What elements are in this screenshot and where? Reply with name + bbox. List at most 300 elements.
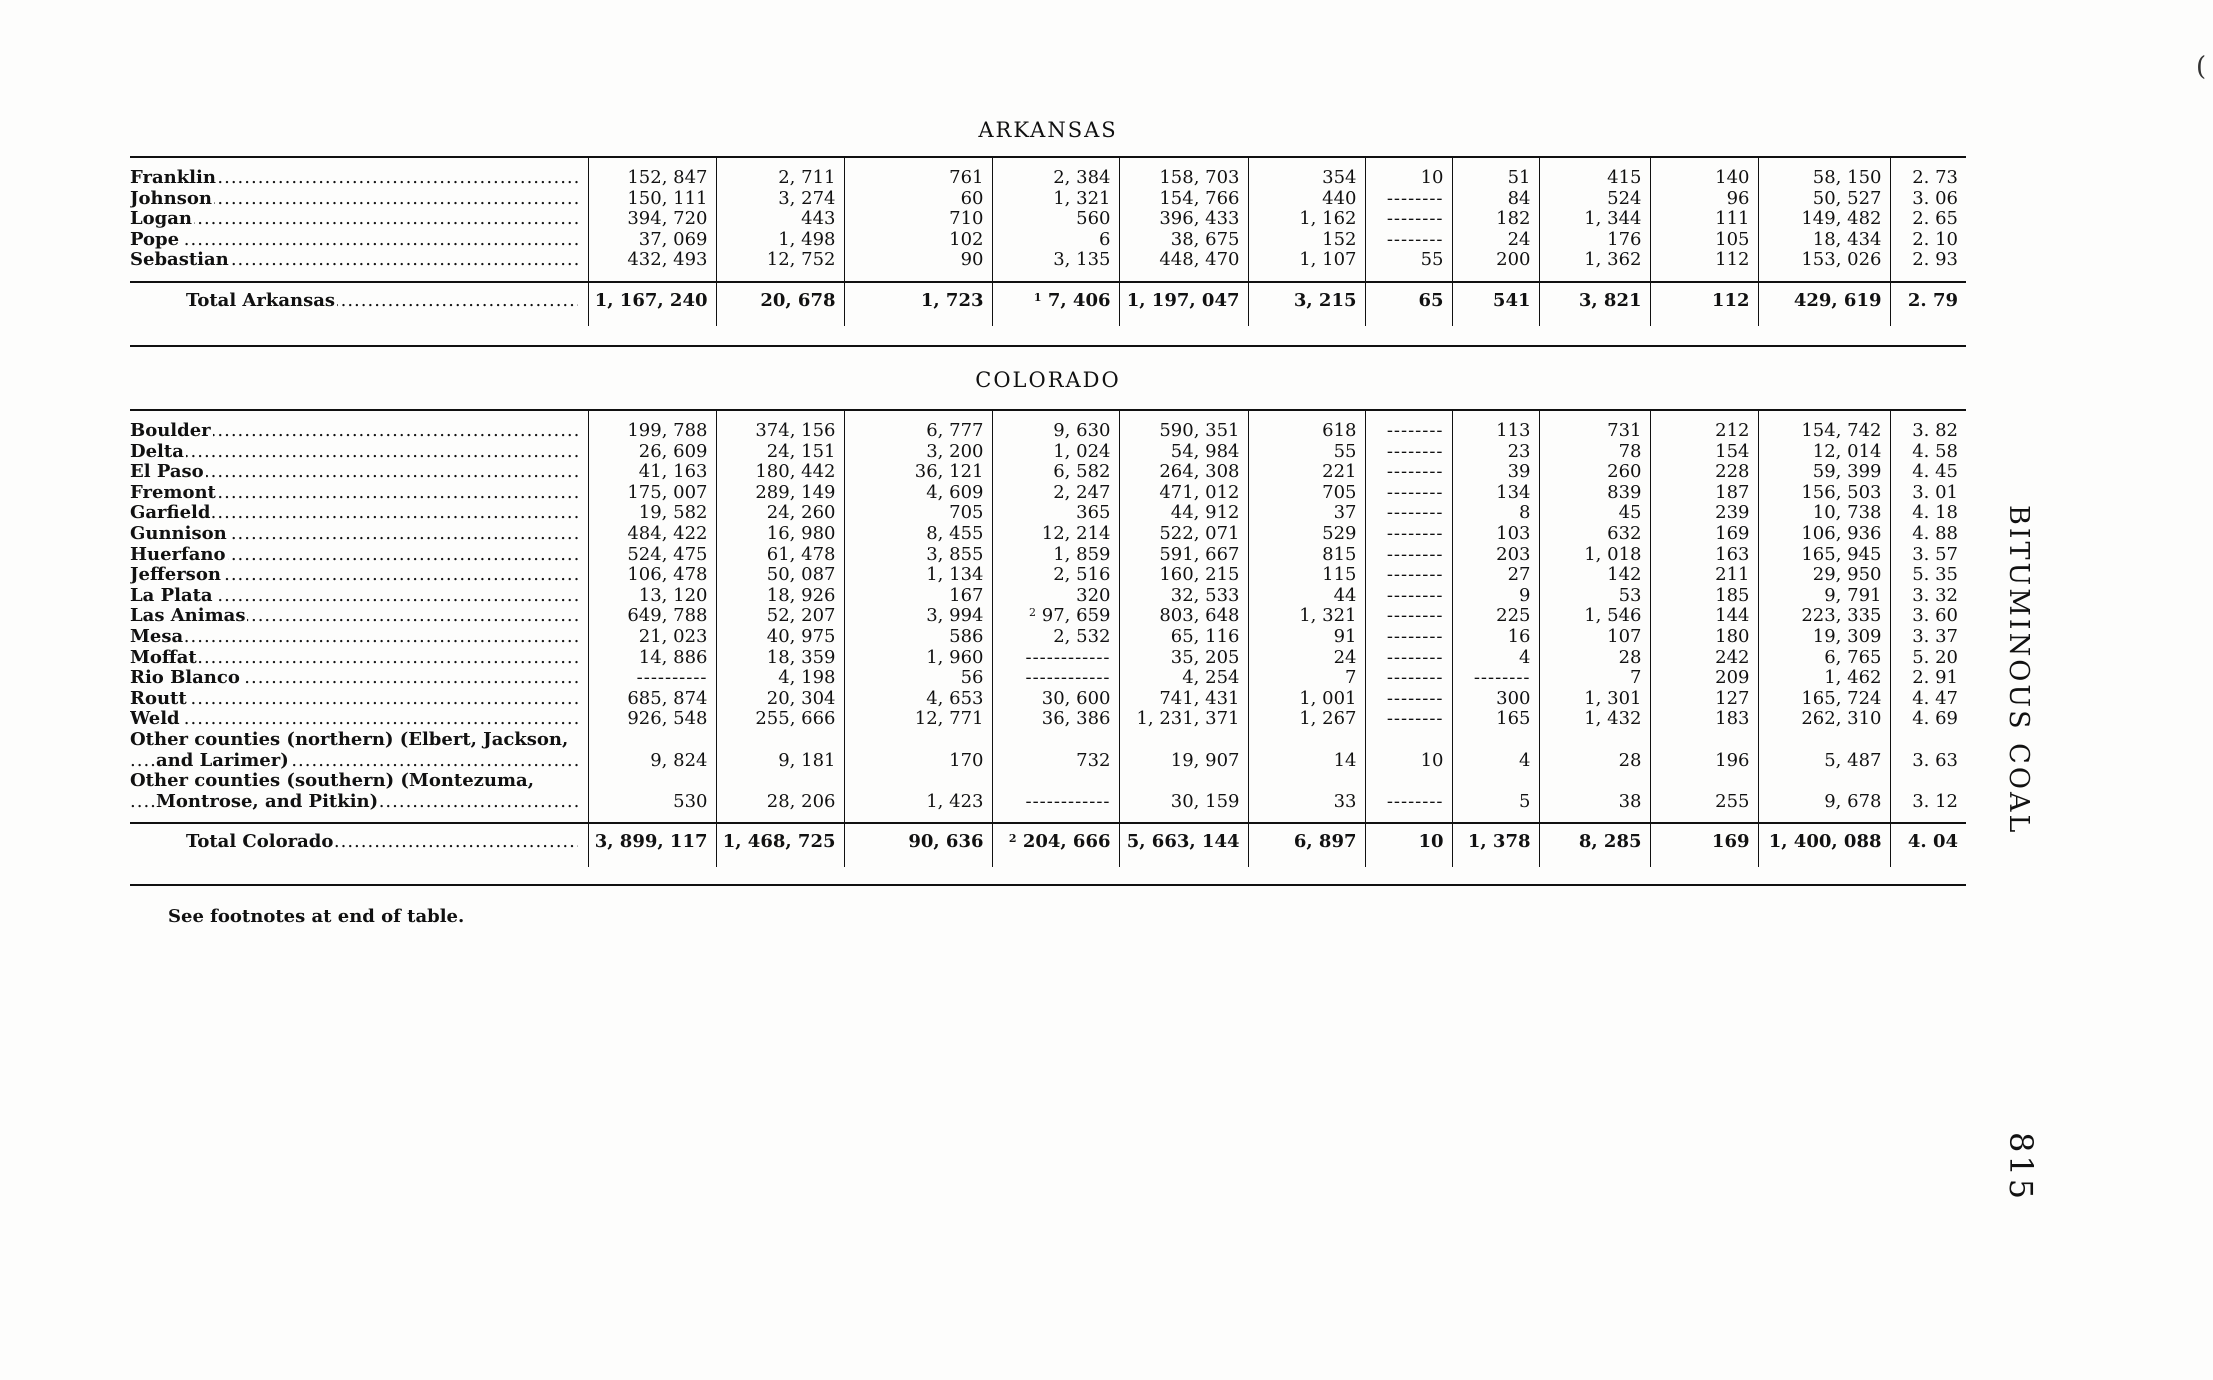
cell: 2. 93 — [1890, 250, 1966, 282]
footnote-note: See footnotes at end of table. — [168, 906, 465, 927]
cell: 16, 980 — [716, 524, 844, 545]
cell: 65 — [1365, 282, 1452, 326]
cell: 18, 926 — [716, 586, 844, 607]
cell: 618 — [1248, 411, 1365, 442]
cell: 153, 026 — [1758, 250, 1890, 282]
cell: 732 — [992, 730, 1119, 771]
cell: 3, 135 — [992, 250, 1119, 282]
cell: 1, 423 — [844, 771, 992, 823]
cell: 731 — [1539, 411, 1650, 442]
cell: 3, 855 — [844, 545, 992, 566]
cell: 10, 738 — [1758, 503, 1890, 524]
cell: 105 — [1650, 230, 1758, 251]
cell: 590, 351 — [1119, 411, 1248, 442]
cell: -------- — [1365, 462, 1452, 483]
county-name: Mesa — [130, 626, 184, 647]
cell: 1, 267 — [1248, 709, 1365, 730]
cell: 7 — [1248, 668, 1365, 689]
cell: 4, 254 — [1119, 668, 1248, 689]
cell: 84 — [1452, 189, 1539, 210]
cell: 14 — [1248, 730, 1365, 771]
cell: 255, 666 — [716, 709, 844, 730]
cell: 471, 012 — [1119, 483, 1248, 504]
page-number: 815 — [2002, 1132, 2040, 1203]
cell: 50, 087 — [716, 565, 844, 586]
table-row — [130, 627, 1966, 648]
cell: 1, 400, 088 — [1758, 823, 1890, 867]
table-row — [130, 483, 1966, 504]
cell: 65, 116 — [1119, 627, 1248, 648]
county-name: El Paso — [130, 462, 204, 483]
table-row — [130, 524, 1966, 545]
cell: 2, 711 — [716, 158, 844, 189]
cell: 1, 167, 240 — [588, 282, 716, 326]
cell: 33 — [1248, 771, 1365, 823]
cell: 44, 912 — [1119, 503, 1248, 524]
cell: 142 — [1539, 565, 1650, 586]
cell: 6, 582 — [992, 462, 1119, 483]
cell: 19, 582 — [588, 503, 716, 524]
cell: 9, 824 — [588, 730, 716, 771]
cell: 212 — [1650, 411, 1758, 442]
cell: 524 — [1539, 189, 1650, 210]
cell: 24, 260 — [716, 503, 844, 524]
cell: 23 — [1452, 442, 1539, 463]
cell: 55 — [1248, 442, 1365, 463]
cell: 106, 478 — [588, 565, 716, 586]
cell: 18, 434 — [1758, 230, 1890, 251]
cell: -------- — [1365, 627, 1452, 648]
cell: 591, 667 — [1119, 545, 1248, 566]
cell: 815 — [1248, 545, 1365, 566]
cell-value: 7, 406 — [1047, 289, 1111, 311]
cell: 1, 162 — [1248, 209, 1365, 230]
cell: 7 — [1539, 668, 1650, 689]
cell: 3. 12 — [1890, 771, 1966, 823]
cell: 113 — [1452, 411, 1539, 442]
cell: 2, 532 — [992, 627, 1119, 648]
cell: 839 — [1539, 483, 1650, 504]
cell: 522, 071 — [1119, 524, 1248, 545]
cell: 209 — [1650, 668, 1758, 689]
cell: -------- — [1365, 209, 1452, 230]
cell: 3. 37 — [1890, 627, 1966, 648]
cell: 60 — [844, 189, 992, 210]
cell: 3. 82 — [1890, 411, 1966, 442]
table-row — [130, 709, 1966, 730]
cell: 2. 79 — [1890, 282, 1966, 326]
cell: 6, 777 — [844, 411, 992, 442]
cell: -------- — [1365, 606, 1452, 627]
cell: 165 — [1452, 709, 1539, 730]
cell: 19, 309 — [1758, 627, 1890, 648]
county-name: Delta — [130, 441, 184, 462]
rule-bottom-colorado — [130, 884, 1966, 886]
cell: 365 — [992, 503, 1119, 524]
cell: 1, 001 — [1248, 689, 1365, 710]
cell: 38 — [1539, 771, 1650, 823]
cell: 1, 231, 371 — [1119, 709, 1248, 730]
cell: 6, 765 — [1758, 648, 1890, 669]
arkansas-table — [130, 158, 1966, 326]
cell: 90, 636 — [844, 823, 992, 867]
cell: 761 — [844, 158, 992, 189]
cell: 2. 73 — [1890, 158, 1966, 189]
table-row — [130, 230, 1966, 251]
cell: 228 — [1650, 462, 1758, 483]
cell: -------- — [1365, 586, 1452, 607]
cell: -------- — [1365, 524, 1452, 545]
cell: 320 — [992, 586, 1119, 607]
cell: 4. 69 — [1890, 709, 1966, 730]
cell: 170 — [844, 730, 992, 771]
cell: 106, 936 — [1758, 524, 1890, 545]
cell: 32, 533 — [1119, 586, 1248, 607]
cell: 3, 200 — [844, 442, 992, 463]
cell: 2, 247 — [992, 483, 1119, 504]
county-name: Jefferson — [130, 565, 221, 586]
colorado-table-body — [130, 411, 1966, 867]
county-name: Garfield — [130, 503, 211, 524]
cell: 289, 149 — [716, 483, 844, 504]
cell: 1, 432 — [1539, 709, 1650, 730]
cell: 12, 771 — [844, 709, 992, 730]
cell: -------- — [1452, 668, 1539, 689]
cell: 51 — [1452, 158, 1539, 189]
cell: 2. 10 — [1890, 230, 1966, 251]
cell: 58, 150 — [1758, 158, 1890, 189]
cell: 1, 321 — [992, 189, 1119, 210]
cell: 187 — [1650, 483, 1758, 504]
table-row — [130, 158, 1966, 189]
table-row — [130, 250, 1966, 282]
county-name-continued: and Larimer) — [156, 750, 289, 771]
cell: 1, 301 — [1539, 689, 1650, 710]
cell: 3. 32 — [1890, 586, 1966, 607]
cell: 10 — [1365, 730, 1452, 771]
cell: 225 — [1452, 606, 1539, 627]
total-row — [130, 282, 1966, 326]
cell: -------- — [1365, 230, 1452, 251]
cell: 169 — [1650, 823, 1758, 867]
cell: 115 — [1248, 565, 1365, 586]
cell: ------------ — [992, 771, 1119, 823]
county-name: Routt — [130, 688, 187, 709]
cell: 1, 546 — [1539, 606, 1650, 627]
cell: 203 — [1452, 545, 1539, 566]
cell: 396, 433 — [1119, 209, 1248, 230]
cell: 175, 007 — [588, 483, 716, 504]
county-name: Franklin — [130, 168, 216, 188]
cell: 38, 675 — [1119, 230, 1248, 251]
cell: 61, 478 — [716, 545, 844, 566]
cell: 21, 023 — [588, 627, 716, 648]
cell: 632 — [1539, 524, 1650, 545]
cell: 443 — [716, 209, 844, 230]
cell-value: 204, 666 — [1022, 831, 1111, 853]
footnote-ref: 2 — [1008, 832, 1017, 846]
cell: 3, 899, 117 — [588, 823, 716, 867]
cell: -------- — [1365, 648, 1452, 669]
cell: 239 — [1650, 503, 1758, 524]
cell: 52, 207 — [716, 606, 844, 627]
cell: 53 — [1539, 586, 1650, 607]
table-row — [130, 189, 1966, 210]
cell: 29, 950 — [1758, 565, 1890, 586]
cell: 4, 609 — [844, 483, 992, 504]
cell: 5, 663, 144 — [1119, 823, 1248, 867]
cell: ---------- — [588, 668, 716, 689]
cell: 5, 487 — [1758, 730, 1890, 771]
cell: 262, 310 — [1758, 709, 1890, 730]
cell: 28 — [1539, 730, 1650, 771]
cell: 165, 724 — [1758, 689, 1890, 710]
cell: 1, 378 — [1452, 823, 1539, 867]
cell: 448, 470 — [1119, 250, 1248, 282]
colorado-table — [130, 411, 1966, 867]
cell: 112 — [1650, 282, 1758, 326]
cell: 8 — [1452, 503, 1539, 524]
county-name-continued: Montrose, and Pitkin) — [156, 791, 379, 812]
cell: 1, 321 — [1248, 606, 1365, 627]
cell: 4, 198 — [716, 668, 844, 689]
cell: 1, 498 — [716, 230, 844, 251]
cell: 223, 335 — [1758, 606, 1890, 627]
cell: 36, 386 — [992, 709, 1119, 730]
cell: 134 — [1452, 483, 1539, 504]
cell: 103 — [1452, 524, 1539, 545]
cell: 158, 703 — [1119, 158, 1248, 189]
cell: 149, 482 — [1758, 209, 1890, 230]
cell: 45 — [1539, 503, 1650, 524]
cell: 4. 18 — [1890, 503, 1966, 524]
cell: 685, 874 — [588, 689, 716, 710]
cell: -------- — [1365, 411, 1452, 442]
cell: 1, 960 — [844, 648, 992, 669]
cell: 12, 214 — [992, 524, 1119, 545]
cell: 264, 308 — [1119, 462, 1248, 483]
cell: 199, 788 — [588, 411, 716, 442]
cell: 13, 120 — [588, 586, 716, 607]
cell: 484, 422 — [588, 524, 716, 545]
cell: 140 — [1650, 158, 1758, 189]
cell: 586 — [844, 627, 992, 648]
county-name: Logan — [130, 209, 192, 230]
cell: 165, 945 — [1758, 545, 1890, 566]
table-row — [130, 442, 1966, 463]
county-name: Pope — [130, 229, 180, 250]
cell: 180, 442 — [716, 462, 844, 483]
cell: 2, 516 — [992, 565, 1119, 586]
cell: 2. 91 — [1890, 668, 1966, 689]
cell: 111 — [1650, 209, 1758, 230]
county-name: Sebastian — [130, 250, 229, 271]
cell: 50, 527 — [1758, 189, 1890, 210]
cell: -------- — [1365, 442, 1452, 463]
cell: 440 — [1248, 189, 1365, 210]
table-row — [130, 586, 1966, 607]
cell: 3. 60 — [1890, 606, 1966, 627]
cell — [992, 606, 1119, 627]
cell: 1, 107 — [1248, 250, 1365, 282]
cell: 18, 359 — [716, 648, 844, 669]
cell: -------- — [1365, 545, 1452, 566]
cell: 154, 766 — [1119, 189, 1248, 210]
cell: 705 — [844, 503, 992, 524]
cell: ------------ — [992, 648, 1119, 669]
cell: 28 — [1539, 648, 1650, 669]
cell: 10 — [1365, 158, 1452, 189]
cell: 926, 548 — [588, 709, 716, 730]
cell: 200 — [1452, 250, 1539, 282]
cell: 4, 653 — [844, 689, 992, 710]
cell: 1, 134 — [844, 565, 992, 586]
cell: 5. 35 — [1890, 565, 1966, 586]
cell: 14, 886 — [588, 648, 716, 669]
cell: -------- — [1365, 668, 1452, 689]
cell: 40, 975 — [716, 627, 844, 648]
cell: 5. 20 — [1890, 648, 1966, 669]
cell: 4. 47 — [1890, 689, 1966, 710]
table-row — [130, 565, 1966, 586]
table-row — [130, 771, 1966, 823]
cell: 5 — [1452, 771, 1539, 823]
table-row — [130, 462, 1966, 483]
cell: 19, 907 — [1119, 730, 1248, 771]
cell: 96 — [1650, 189, 1758, 210]
running-head: BITUMINOUS COAL — [2003, 505, 2034, 836]
cell: 1, 344 — [1539, 209, 1650, 230]
cell: 152 — [1248, 230, 1365, 251]
county-name: Gunnison — [130, 523, 227, 544]
cell: 37, 069 — [588, 230, 716, 251]
cell: 1, 197, 047 — [1119, 282, 1248, 326]
cell: 541 — [1452, 282, 1539, 326]
county-name: Fremont — [130, 482, 216, 503]
cell: 2. 65 — [1890, 209, 1966, 230]
cell: 16 — [1452, 627, 1539, 648]
cell: 44 — [1248, 586, 1365, 607]
table-row — [130, 209, 1966, 230]
cell: 1, 024 — [992, 442, 1119, 463]
cell: 39 — [1452, 462, 1539, 483]
cell: 3. 57 — [1890, 545, 1966, 566]
table-row — [130, 730, 1966, 771]
footnote-ref: 2 — [1029, 606, 1037, 620]
cell: 9, 630 — [992, 411, 1119, 442]
cell: 102 — [844, 230, 992, 251]
cell: 710 — [844, 209, 992, 230]
cell: 9, 181 — [716, 730, 844, 771]
cell: -------- — [1365, 689, 1452, 710]
table-row — [130, 648, 1966, 669]
cell: 529 — [1248, 524, 1365, 545]
cell: 28, 206 — [716, 771, 844, 823]
table-row — [130, 689, 1966, 710]
cell: 24 — [1248, 648, 1365, 669]
cell: 6 — [992, 230, 1119, 251]
rule-bottom-arkansas — [130, 345, 1966, 347]
county-name: Other counties (northern) (Elbert, Jackson, — [130, 729, 569, 750]
cell: -------- — [1365, 503, 1452, 524]
cell: 211 — [1650, 565, 1758, 586]
cell: 4 — [1452, 730, 1539, 771]
table-row — [130, 545, 1966, 566]
cell: 9 — [1452, 586, 1539, 607]
cell: 649, 788 — [588, 606, 716, 627]
table-row — [130, 606, 1966, 627]
cell: 176 — [1539, 230, 1650, 251]
cell: 8, 455 — [844, 524, 992, 545]
cell: 1, 018 — [1539, 545, 1650, 566]
cell: 12, 752 — [716, 250, 844, 282]
county-name: Rio Blanco — [130, 668, 240, 689]
cell: -------- — [1365, 189, 1452, 210]
cell: 163 — [1650, 545, 1758, 566]
table-row — [130, 668, 1966, 689]
cell: 1, 468, 725 — [716, 823, 844, 867]
cell: 36, 121 — [844, 462, 992, 483]
cell: 3. 06 — [1890, 189, 1966, 210]
cell: -------- — [1365, 565, 1452, 586]
cell: 432, 493 — [588, 250, 716, 282]
cell: 55 — [1365, 250, 1452, 282]
cell: 300 — [1452, 689, 1539, 710]
cell: 3, 274 — [716, 189, 844, 210]
cell: 24, 151 — [716, 442, 844, 463]
cell: 1, 462 — [1758, 668, 1890, 689]
cell: 3, 994 — [844, 606, 992, 627]
cell: 27 — [1452, 565, 1539, 586]
cell: 4. 45 — [1890, 462, 1966, 483]
cell: -------- — [1365, 771, 1452, 823]
cell: 8, 285 — [1539, 823, 1650, 867]
cell: 3. 01 — [1890, 483, 1966, 504]
cell: 152, 847 — [588, 158, 716, 189]
county-name: Other counties (southern) (Montezuma, — [130, 771, 534, 792]
cell: -------- — [1365, 483, 1452, 504]
cell: 705 — [1248, 483, 1365, 504]
cell: 196 — [1650, 730, 1758, 771]
table-row — [130, 411, 1966, 442]
cell: 560 — [992, 209, 1119, 230]
cell: 167 — [844, 586, 992, 607]
footnote-ref: 1 — [1033, 290, 1042, 304]
cell — [992, 282, 1119, 326]
cell: 242 — [1650, 648, 1758, 669]
cell: 54, 984 — [1119, 442, 1248, 463]
cell: 24 — [1452, 230, 1539, 251]
total-label: Total Arkansas — [186, 290, 336, 311]
cell: 90 — [844, 250, 992, 282]
cell: 4. 04 — [1890, 823, 1966, 867]
county-name: Johnson — [130, 188, 212, 209]
total-row — [130, 823, 1966, 867]
cell: 150, 111 — [588, 189, 716, 210]
cell: 127 — [1650, 689, 1758, 710]
cell: 9, 678 — [1758, 771, 1890, 823]
cell: 9, 791 — [1758, 586, 1890, 607]
cell: 91 — [1248, 627, 1365, 648]
cell: 156, 503 — [1758, 483, 1890, 504]
cell: 221 — [1248, 462, 1365, 483]
county-name: Weld — [130, 709, 180, 730]
county-name: Boulder — [130, 421, 211, 441]
cell: 183 — [1650, 709, 1758, 730]
cell: 530 — [588, 771, 716, 823]
cell — [992, 823, 1119, 867]
cell: 56 — [844, 668, 992, 689]
